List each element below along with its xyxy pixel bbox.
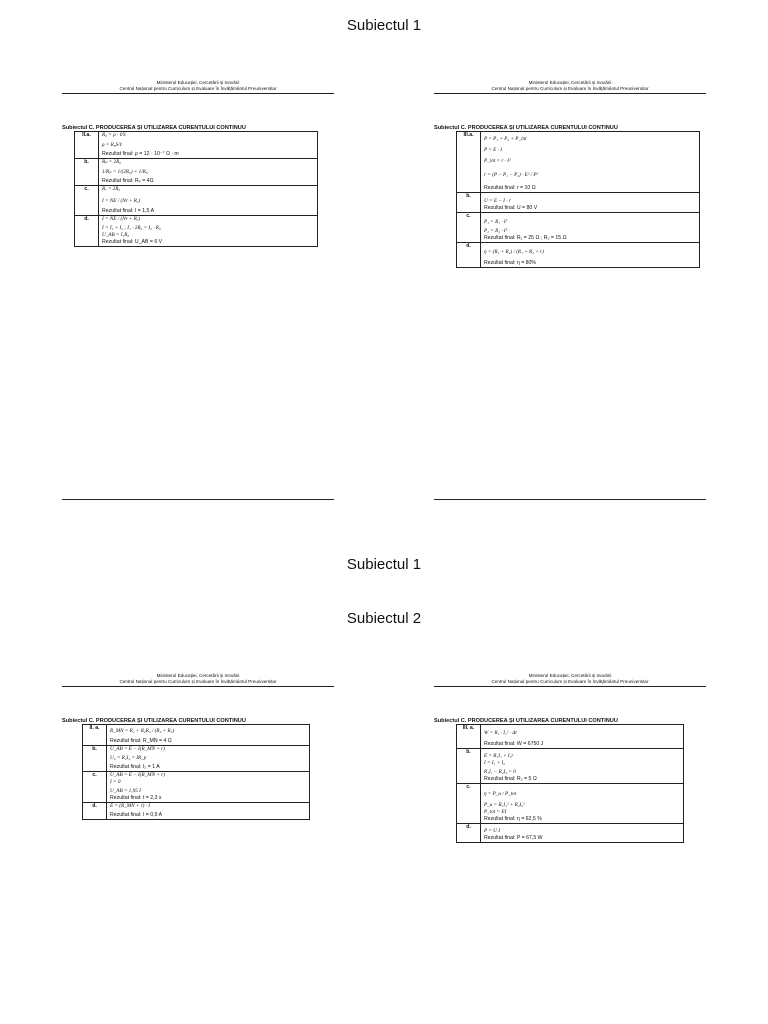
table-row — [457, 193, 700, 213]
formula-line: R_MN = R₁ + R₂R₃ / (R₂ + R₃) — [110, 728, 175, 734]
result-line: Rezultat final: P = 67,5 W — [484, 835, 543, 841]
item-content — [99, 132, 318, 159]
slide-footer-line — [62, 499, 334, 500]
formula-line: U₂ = R₂I₂ = IR_p — [110, 755, 147, 761]
item-content — [99, 159, 318, 186]
formula-line: R₁I₁ − R₂I₂ = 0 — [484, 769, 516, 775]
item-label: c. — [83, 772, 107, 803]
result-line: Rezultat final: R_MN = 4 Ω — [110, 738, 172, 744]
table-row — [83, 772, 310, 803]
ministry-name: Ministerul Educației, Cercetării și Inovării — [528, 80, 612, 85]
result-line: Rezultat final: I₂ = 1 A — [110, 764, 160, 770]
formula-line: R₀ = ρ · ℓ/S — [102, 132, 126, 138]
table-row — [75, 216, 318, 247]
item-content — [481, 824, 684, 843]
item-content — [481, 193, 700, 213]
subject-title: Subiectul C. PRODUCEREA ȘI UTILIZAREA CURENTULUI CONTINUU — [434, 125, 618, 131]
slide-header — [62, 80, 334, 94]
item-content — [481, 132, 700, 193]
table-row — [75, 186, 318, 216]
item-label: II. a. — [83, 725, 107, 746]
table-row — [83, 746, 310, 772]
center-name: Centrul Național pentru Curriculum și Evaluare în Învățământul Preuniversitar — [491, 679, 649, 684]
center-name: Centrul Național pentru Curriculum și Evaluare în Învățământul Preuniversitar — [119, 679, 277, 684]
center-name: Centrul Național pentru Curriculum și Evaluare în Învățământul Preuniversitar — [119, 86, 277, 91]
item-label: b. — [83, 746, 107, 772]
table-row — [457, 213, 700, 243]
heading-subiectul-1-top: Subiectul 1 — [346, 17, 422, 34]
formula-line: P₂ = R₂ · I² — [484, 228, 508, 234]
heading-subiectul-2: Subiectul 2 — [346, 610, 422, 627]
slide-header — [434, 80, 706, 94]
item-content — [481, 243, 700, 268]
item-label: b. — [75, 159, 99, 186]
formula-line: 1/Rₚ = 1/(2R₀) + 1/R₀ — [102, 169, 148, 175]
center-name: Centrul Național pentru Curriculum și Evaluare în Învățământul Preuniversitar — [491, 86, 649, 91]
result-line: Rezultat final: R₁ = 25 Ω ; R₂ = 15 Ω — [484, 235, 567, 241]
formula-line: U = E − I · r — [484, 198, 511, 204]
formula-line: I = I₁ + I₂ ; I₁ · 2R₀ = I₂ · R₀ — [102, 225, 161, 231]
item-content — [107, 772, 310, 803]
formula-line: P_int = r · I² — [484, 158, 511, 164]
result-line: Rezultat final: ρ = 12 · 10⁻⁷ Ω · m — [102, 151, 179, 157]
slide-top-right — [434, 80, 706, 268]
result-line: Rezultat final: η = 80% — [484, 260, 537, 266]
item-label: c. — [457, 213, 481, 243]
formula-line: W = R₁ · I₁² · Δt — [484, 730, 517, 736]
table-row — [83, 803, 310, 820]
item-label: d. — [75, 216, 99, 247]
formula-line: P_u = R₁I₁² + R₂I₂² — [484, 802, 525, 808]
solution-table — [456, 724, 684, 843]
formula-line: U_AB = 1,95 I — [110, 788, 141, 794]
formula-line: I = 0 — [110, 779, 121, 785]
formula-line: P₁ = R₁ · I² — [484, 219, 508, 225]
item-content — [481, 749, 684, 784]
formula-line: r = (P − P₁ − P₂) · E² / P² — [484, 172, 539, 178]
result-line: Rezultat final: η = 62,5 % — [484, 816, 542, 822]
item-content — [481, 725, 684, 749]
formula-line: I = I₁ + I₂ — [484, 760, 505, 766]
result-line: Rezultat final: I = 1,5 A — [102, 208, 155, 214]
formula-line: Rₚ = 2R₀ — [102, 159, 122, 165]
solution-table — [456, 131, 700, 268]
table-row — [457, 725, 684, 749]
table-row — [83, 725, 310, 746]
table-row — [457, 132, 700, 193]
slide-footer-line — [434, 499, 706, 500]
item-label: b. — [457, 749, 481, 784]
formula-line: ρ = R₀S/ℓ — [102, 142, 122, 148]
result-line: Rezultat final: U = 80 V — [484, 205, 538, 211]
result-line: Rezultat final: t = 2,3 s — [110, 795, 162, 801]
formula-line: P = U I — [484, 828, 500, 834]
item-content — [107, 746, 310, 772]
item-content — [107, 725, 310, 746]
item-label: d. — [457, 243, 481, 268]
result-line: Rezultat final: U_AB = 6 V — [102, 239, 163, 245]
formula-line: I = NE / (Nr + Rₑ) — [102, 198, 141, 204]
solution-table — [82, 724, 310, 820]
slide-header — [434, 673, 706, 687]
item-label: III. a. — [457, 725, 481, 749]
subject-title: Subiectul C. PRODUCEREA ȘI UTILIZAREA CURENTULUI CONTINUU — [434, 718, 618, 724]
item-label: d. — [83, 803, 107, 820]
formula-line: P_tot = EI — [484, 809, 507, 815]
formula-line: I = NE / (Nr + Rₑ) — [102, 216, 141, 222]
table-row — [457, 749, 684, 784]
subject-title: Subiectul C. PRODUCEREA ȘI UTILIZAREA CURENTULUI CONTINUU — [62, 125, 246, 131]
slide-top-left — [62, 80, 334, 247]
result-line: Rezultat final: R₂ = 5 Ω — [484, 776, 537, 782]
item-label: II.a. — [75, 132, 99, 159]
result-line: Rezultat final: Rₚ = 4Ω — [102, 178, 154, 184]
table-row — [457, 784, 684, 824]
solution-table — [74, 131, 318, 247]
item-content — [99, 216, 318, 247]
item-content — [481, 784, 684, 824]
item-label: c. — [75, 186, 99, 216]
table-row — [75, 159, 318, 186]
item-label: c. — [457, 784, 481, 824]
result-line: Rezultat final: r = 10 Ω — [484, 185, 536, 191]
item-content — [99, 186, 318, 216]
formula-line: P = P₁ + P₂ + P_int — [484, 136, 527, 142]
item-content — [481, 213, 700, 243]
table-row — [75, 132, 318, 159]
subject-title: Subiectul C. PRODUCEREA ȘI UTILIZAREA CURENTULUI CONTINUU — [62, 718, 246, 724]
formula-line: Rₑ = 2R₀ — [102, 186, 121, 192]
table-row — [457, 243, 700, 268]
ministry-name: Ministerul Educației, Cercetării și Inovării — [528, 673, 612, 678]
formula-line: E = (R_MN + r) · I — [110, 803, 150, 809]
formula-line: U_AB = E − I(R_MN + r) — [110, 772, 165, 778]
formula-line: η = (R₁ + R₂) / (R₁ + R₂ + r) — [484, 249, 544, 255]
slide-bottom-right — [434, 673, 706, 843]
table-row — [457, 824, 684, 843]
item-label: III.a. — [457, 132, 481, 193]
heading-subiectul-1-middle: Subiectul 1 — [346, 556, 422, 573]
item-content — [107, 803, 310, 820]
formula-line: E = R₁I₁ + I₁r — [484, 753, 514, 759]
formula-line: U_AB = E − I(R_MN + r) — [110, 746, 165, 752]
item-label: b. — [457, 193, 481, 213]
item-label: d. — [457, 824, 481, 843]
slide-bottom-left — [62, 673, 334, 820]
formula-line: P = E · I — [484, 147, 502, 153]
result-line: Rezultat final: I = 0,9 A — [110, 812, 163, 818]
ministry-name: Ministerul Educației, Cercetării și Inovării — [156, 80, 240, 85]
formula-line: U_AB = I₁R₀ — [102, 232, 130, 238]
result-line: Rezultat final: W = 6750 J — [484, 741, 544, 747]
slide-header — [62, 673, 334, 687]
ministry-name: Ministerul Educației, Cercetării și Inovării — [156, 673, 240, 678]
formula-line: η = P_u / P_tot — [484, 791, 517, 797]
